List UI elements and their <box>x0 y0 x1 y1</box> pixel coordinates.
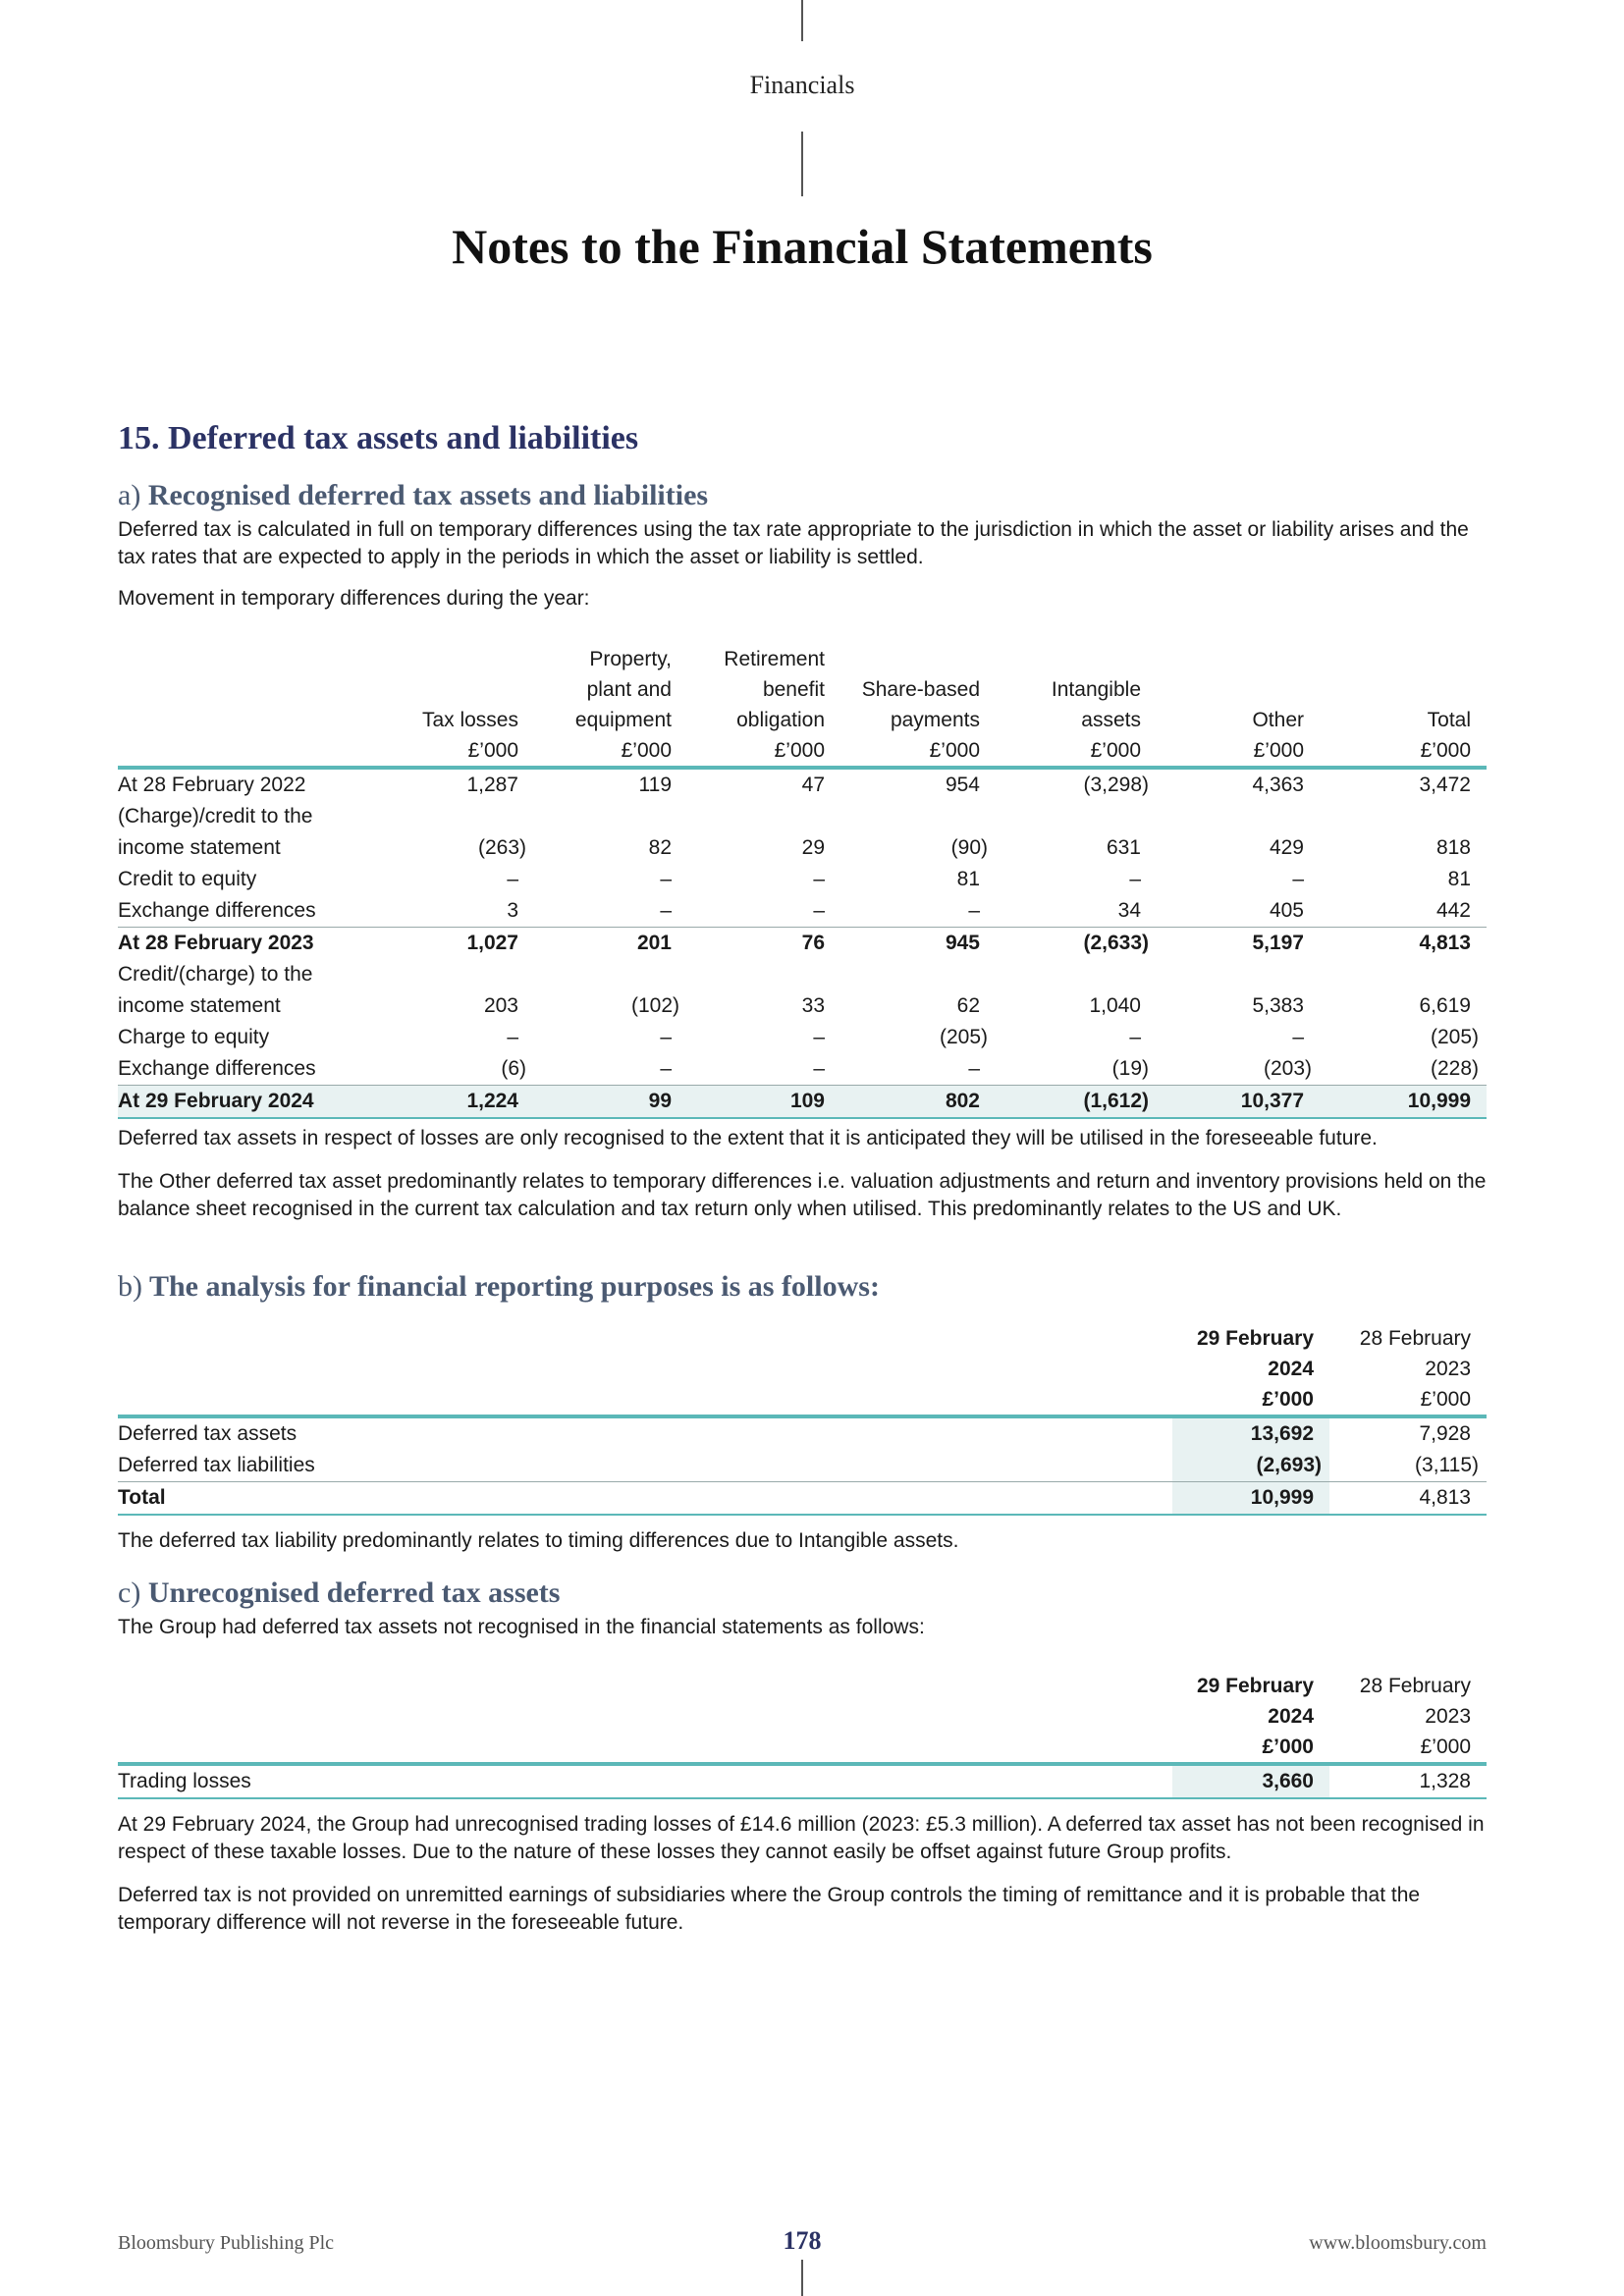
table-cell: (205) <box>1430 1026 1479 1048</box>
column-header-2024 <box>1172 1323 1329 1416</box>
note-title: 15. Deferred tax assets and liabilities <box>118 420 639 456</box>
value-2023: 4,813 <box>1329 1482 1487 1516</box>
column-header-share-based <box>840 644 996 768</box>
analysis-table <box>118 1323 1487 1516</box>
column-header-line: £’000 <box>467 739 518 762</box>
value-2024: 13,692 <box>1172 1416 1329 1450</box>
section-b <box>118 1270 1487 1304</box>
table-row-label-continuation <box>118 801 1487 832</box>
section-c <box>118 1576 1487 1641</box>
row-label: Credit/(charge) to the <box>118 963 313 986</box>
table-cell: (3,298) <box>996 768 1157 801</box>
column-header-line: £’000 <box>1420 1388 1471 1411</box>
table-cell: 1,027 <box>383 928 534 960</box>
row-label: income statement <box>118 994 281 1017</box>
footer-company: Bloomsbury Publishing Plc <box>118 2232 335 2254</box>
section-a-heading <box>118 479 1487 512</box>
unremitted-earnings-note: Deferred tax is not provided on unremitted earnings of subsidiaries where the Group controls the timing of remittance and it is probable that the temporary difference will not reverse in the foreseeable future. <box>118 1884 1421 1934</box>
table-row <box>118 1086 1487 1119</box>
table-cell: 5,383 <box>1252 994 1304 1017</box>
column-header-line: obligation <box>736 709 825 731</box>
section-a <box>118 479 1487 613</box>
table-cell: – <box>660 868 672 890</box>
top-divider <box>801 0 803 41</box>
page-number: 178 <box>783 2226 822 2255</box>
table-row <box>118 1022 1487 1053</box>
column-header-line: Intangible <box>1051 678 1141 701</box>
row-label: Exchange differences <box>118 899 316 922</box>
table-cell: 3,472 <box>1320 768 1487 801</box>
table-cell: (203) <box>1263 1057 1312 1080</box>
table-cell: (6) <box>501 1057 526 1080</box>
movement-table <box>118 644 1487 1119</box>
table-cell: 10,377 <box>1157 1086 1320 1119</box>
table-cell: 82 <box>648 836 672 859</box>
column-header-tax-losses <box>383 644 534 768</box>
column-header-line: Tax losses <box>421 709 518 731</box>
column-header-line: 29 February <box>1196 1675 1314 1697</box>
losses-note: Deferred tax assets in respect of losses are only recognised to the extent that it is anticipated they will be utilised in the foreseeable future. <box>118 1127 1378 1149</box>
section-b-heading <box>118 1270 1487 1304</box>
analysis-header-row <box>118 1323 1487 1416</box>
table-cell: 6,619 <box>1419 994 1471 1017</box>
column-header-line: 2023 <box>1425 1358 1471 1380</box>
table-cell: – <box>968 899 980 922</box>
column-header-other <box>1157 644 1320 768</box>
table-cell: 203 <box>483 994 518 1017</box>
row-label: Total <box>118 1482 1172 1516</box>
table-cell: 81 <box>1447 868 1471 890</box>
table-cell: 1,224 <box>383 1086 534 1119</box>
column-header-2023 <box>1329 1323 1487 1416</box>
row-label: Deferred tax assets <box>118 1416 1172 1450</box>
table-row <box>118 832 1487 864</box>
column-header-line: equipment <box>574 709 672 731</box>
column-header-line: Other <box>1252 709 1304 731</box>
column-header-line: £’000 <box>1420 1735 1471 1758</box>
table-cell: 99 <box>534 1086 687 1119</box>
unrecognised-header-row <box>118 1671 1487 1764</box>
table-cell: (19) <box>1111 1057 1149 1080</box>
table-cell: – <box>813 899 825 922</box>
table-cell: 81 <box>956 868 980 890</box>
row-label: Credit to equity <box>118 868 257 890</box>
table-cell: 62 <box>956 994 980 1017</box>
table-cell: (263) <box>477 836 526 859</box>
column-header-line: payments <box>890 709 980 731</box>
table-cell: – <box>813 1057 825 1080</box>
section-a-intro: Deferred tax is calculated in full on temporary differences using the tax rate appropriate to the jurisdiction in which the asset or liability arises and the tax rates that are expected to apply in the periods in which the asset or liability is settled. <box>118 518 1469 568</box>
table-cell: (1,612) <box>996 1086 1157 1119</box>
value-2024: 10,999 <box>1172 1482 1329 1516</box>
table-row <box>118 1450 1487 1482</box>
table-cell: – <box>507 868 518 890</box>
column-header-line: £’000 <box>1253 739 1304 762</box>
column-header-line: 28 February <box>1359 1327 1471 1350</box>
page-title: Notes to the Financial Statements <box>452 219 1153 274</box>
table-cell: – <box>1292 1026 1304 1048</box>
row-label: Deferred tax liabilities <box>118 1454 315 1476</box>
liability-note: The deferred tax liability predominantly relates to timing differences due to Intangible assets. <box>118 1529 959 1552</box>
section-a-notes <box>118 1125 1487 1223</box>
table-cell: 3 <box>507 899 518 922</box>
value-2024: 3,660 <box>1172 1764 1329 1798</box>
row-label: Trading losses <box>118 1764 1172 1798</box>
column-header-line: 29 February <box>1196 1327 1314 1350</box>
table-cell: – <box>660 1057 672 1080</box>
table-row <box>118 1764 1487 1798</box>
row-label: At 28 February 2022 <box>118 768 383 801</box>
table-cell: 405 <box>1269 899 1304 922</box>
table-cell: 1,040 <box>1089 994 1141 1017</box>
movement-header-row <box>118 644 1487 768</box>
table-cell: – <box>1292 868 1304 890</box>
section-b-title: The analysis for financial reporting purposes is as follows: <box>148 1270 880 1303</box>
unrecognised-body <box>118 1764 1487 1798</box>
section-b-letter: b) <box>118 1270 142 1303</box>
table-cell: 954 <box>840 768 996 801</box>
table-cell: 5,197 <box>1157 928 1320 960</box>
other-asset-note: The Other deferred tax asset predominantly relates to temporary differences i.e. valuation adjustments and return and inventory provisions held on the balance sheet recognised in the current tax calculation and tax return only when utilised. This predominantly relates to the US and UK. <box>118 1170 1487 1220</box>
table-cell: – <box>660 1026 672 1048</box>
row-label: At 29 February 2024 <box>118 1086 383 1119</box>
column-header-ppe <box>534 644 687 768</box>
table-cell: 802 <box>840 1086 996 1119</box>
column-header-line: £’000 <box>929 739 980 762</box>
value-2023: (3,115) <box>1415 1454 1479 1476</box>
column-header-line: Property, <box>589 648 672 670</box>
header-divider <box>801 132 803 196</box>
column-header-total <box>1320 644 1487 768</box>
table-cell: 1,287 <box>383 768 534 801</box>
column-header-retirement <box>687 644 840 768</box>
column-header-line: £’000 <box>1090 739 1141 762</box>
table-cell: – <box>660 899 672 922</box>
column-header-line: benefit <box>762 678 825 701</box>
footer-website: www.bloomsbury.com <box>1309 2232 1487 2254</box>
column-header-line: 28 February <box>1359 1675 1471 1697</box>
table-cell: 429 <box>1269 836 1304 859</box>
section-c-heading <box>118 1576 1487 1610</box>
table-cell: (90) <box>950 836 988 859</box>
table-row <box>118 768 1487 801</box>
table-row <box>118 1053 1487 1086</box>
movement-body <box>118 768 1487 1118</box>
unrecognised-table-wrapper <box>118 1671 1487 1937</box>
table-row <box>118 895 1487 928</box>
table-cell: 945 <box>840 928 996 960</box>
section-a-title: Recognised deferred tax assets and liabilities <box>147 479 709 511</box>
column-header-line: Share-based <box>861 678 980 701</box>
movement-intro: Movement in temporary differences during the year: <box>118 587 590 610</box>
table-row <box>118 1482 1487 1516</box>
table-cell: 109 <box>687 1086 840 1119</box>
column-header-line: £’000 <box>1262 1735 1314 1758</box>
table-cell: 76 <box>687 928 840 960</box>
section-label: Financials <box>749 71 855 99</box>
table-cell: 631 <box>1106 836 1141 859</box>
table-cell: (205) <box>939 1026 988 1048</box>
table-cell: – <box>1129 1026 1141 1048</box>
table-cell: 33 <box>801 994 825 1017</box>
table-cell: 818 <box>1435 836 1471 859</box>
column-header-line: 2023 <box>1425 1705 1471 1728</box>
value-2024: (2,693) <box>1172 1450 1329 1482</box>
table-cell: (2,633) <box>996 928 1157 960</box>
column-header-line: £’000 <box>1262 1388 1314 1411</box>
column-header-line: £’000 <box>621 739 672 762</box>
table-row <box>118 928 1487 960</box>
table-cell: (228) <box>1430 1057 1479 1080</box>
trading-losses-note: At 29 February 2024, the Group had unrecognised trading losses of £14.6 million (2023: £5.3 million). A deferred tax asset has not been recognised in respect of these taxable losses. Due to the nature of these losses they cannot easily be offset against future Group profits. <box>118 1813 1485 1863</box>
value-2023: 7,928 <box>1329 1416 1487 1450</box>
column-header-line: plant and <box>586 678 672 701</box>
section-c-title: Unrecognised deferred tax assets <box>147 1576 561 1609</box>
table-cell: – <box>507 1026 518 1048</box>
table-cell: 29 <box>801 836 825 859</box>
column-header-line: Retirement <box>724 648 825 670</box>
section-c-letter: c) <box>118 1576 141 1609</box>
column-header-line: 2024 <box>1268 1705 1314 1728</box>
table-row <box>118 864 1487 895</box>
table-cell: 442 <box>1435 899 1471 922</box>
table-row-label-continuation <box>118 959 1487 990</box>
column-header-2024 <box>1172 1671 1329 1764</box>
table-row <box>118 1416 1487 1450</box>
column-header-line: £’000 <box>774 739 825 762</box>
analysis-table-wrapper <box>118 1323 1487 1555</box>
table-cell: 4,363 <box>1157 768 1320 801</box>
column-header-line: 2024 <box>1268 1358 1314 1380</box>
movement-table-wrapper <box>118 644 1487 1119</box>
table-cell: – <box>1129 868 1141 890</box>
table-cell: 4,813 <box>1320 928 1487 960</box>
table-cell: (102) <box>630 994 679 1017</box>
row-label: (Charge)/credit to the <box>118 805 313 828</box>
column-header-line: Total <box>1427 709 1471 731</box>
column-header-2023 <box>1329 1671 1487 1764</box>
table-cell: 47 <box>687 768 840 801</box>
value-2023: 1,328 <box>1329 1764 1487 1798</box>
analysis-body <box>118 1416 1487 1515</box>
section-a-letter: a) <box>118 479 141 511</box>
row-label: At 28 February 2023 <box>118 928 383 960</box>
table-cell: 10,999 <box>1320 1086 1487 1119</box>
row-label: income statement <box>118 836 281 859</box>
section-c-intro: The Group had deferred tax assets not recognised in the financial statements as follows: <box>118 1616 925 1638</box>
column-header-intangible <box>996 644 1157 768</box>
table-cell: 34 <box>1117 899 1141 922</box>
table-cell: 119 <box>534 768 687 801</box>
unrecognised-table <box>118 1671 1487 1799</box>
table-cell: 201 <box>534 928 687 960</box>
row-label: Charge to equity <box>118 1026 270 1048</box>
column-header-line: assets <box>1081 709 1141 731</box>
table-cell: – <box>968 1057 980 1080</box>
bottom-divider <box>801 2260 803 2296</box>
row-label: Exchange differences <box>118 1057 316 1080</box>
table-row <box>118 990 1487 1022</box>
table-cell: – <box>813 868 825 890</box>
table-cell: – <box>813 1026 825 1048</box>
column-header-line: £’000 <box>1420 739 1471 762</box>
